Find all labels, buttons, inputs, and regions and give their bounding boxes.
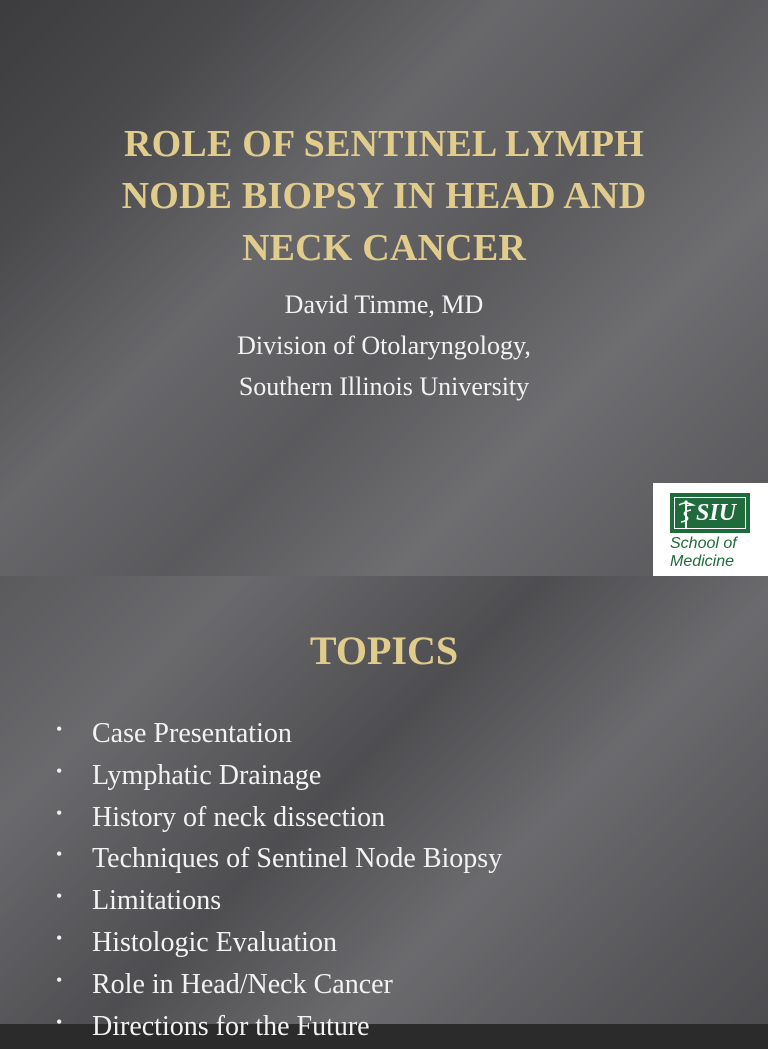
bullet-icon: • [56,760,63,781]
topic-label: Histologic Evaluation [92,926,337,958]
logo-line: School of [670,535,737,552]
presenter-division: Division of Otolaryngology, [237,331,531,360]
slide-title-line: NODE BIOPSY IN HEAD AND [121,175,647,217]
topic-label: Role in Head/Neck Cancer [92,968,393,1000]
bullet-icon: • [56,969,63,990]
siu-badge [670,493,750,533]
topic-label: Directions for the Future [92,1010,370,1042]
topic-label: History of neck dissection [92,801,386,833]
topic-label: Lymphatic Drainage [92,759,322,791]
topic-label: Techniques of Sentinel Node Biopsy [92,843,503,875]
siu-badge-text: SIU [696,500,737,526]
slide-title-line: ROLE OF SENTINEL LYMPH [124,123,644,165]
logo-line: Medicine [670,553,735,570]
topic-label: Limitations [92,885,222,917]
bullet-icon: • [56,802,63,823]
slide-title-line: NECK CANCER [241,227,527,269]
slide-title [40,118,728,274]
bullet-icon: • [56,844,63,865]
topic-label: Case Presentation [92,718,292,749]
presenter-name: David Timme, MD [284,290,484,319]
bullet-icon: • [56,1011,63,1032]
bullet-icon: • [56,927,63,948]
presenter-info [40,284,728,407]
caduceus-icon [677,499,695,529]
presenter-university: Southern Illinois University [238,372,530,401]
siu-school-of-medicine-logo [653,483,768,576]
logo-school-name [670,535,737,571]
topics-heading: TOPICS [309,628,459,673]
topics-slide [0,576,768,1042]
bullet-icon: • [56,886,63,907]
bullet-icon: • [56,719,63,739]
